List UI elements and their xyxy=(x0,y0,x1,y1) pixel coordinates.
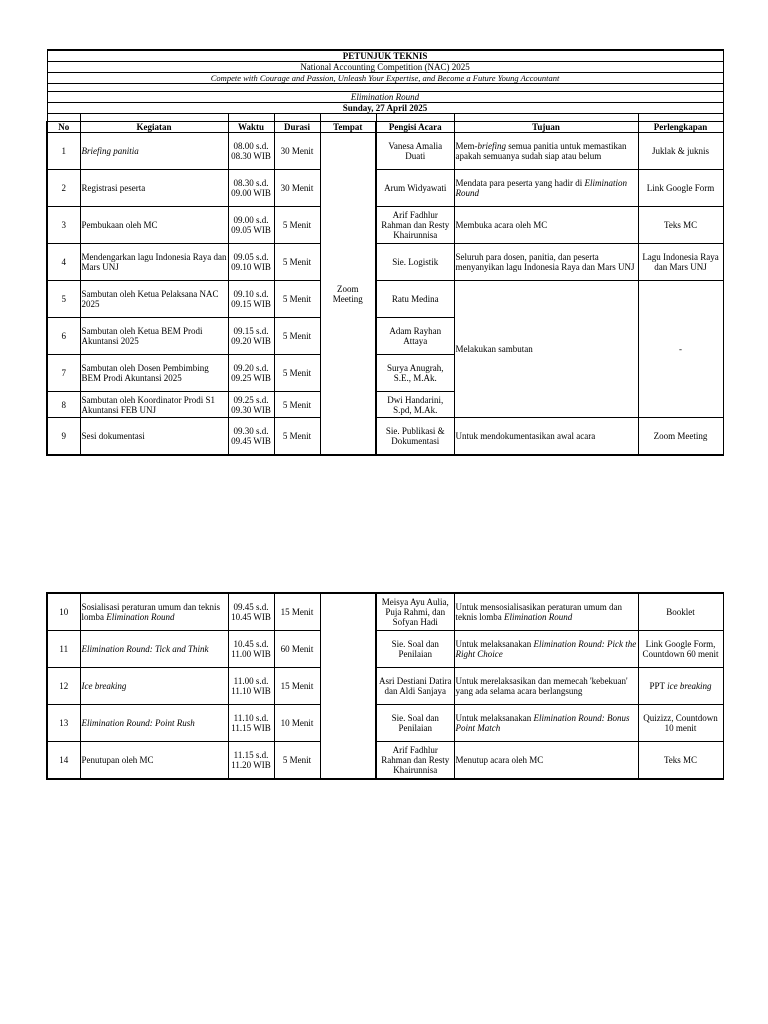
row-waktu: 09.15 s.d. 09.20 WIB xyxy=(228,318,274,355)
row-pengisi: Adam Rayhan Attaya xyxy=(376,318,454,355)
perlengkapan-text: Quizizz, Countdown 10 menit xyxy=(643,713,718,733)
spacer-cell xyxy=(228,114,274,122)
row-durasi: 5 Menit xyxy=(274,318,320,355)
col-header-durasi: Durasi xyxy=(274,122,320,133)
row-no: 6 xyxy=(47,318,80,355)
row-perlengkapan: Link Google Form xyxy=(638,170,723,207)
row-no: 10 xyxy=(47,593,80,631)
row-pengisi: Sie. Soal dan Penilaian xyxy=(376,631,454,668)
tujuan-text-italic: Elimination Round xyxy=(455,178,627,198)
spacer-cell xyxy=(320,114,376,122)
row-no: 11 xyxy=(47,631,80,668)
row-kegiatan: Sesi dokumentasi xyxy=(80,418,228,456)
row-kegiatan: Sambutan oleh Koordinator Prodi S1 Akuntansi FEB UNJ xyxy=(80,392,228,418)
tujuan-text: Mem- xyxy=(455,141,478,151)
row-waktu: 09.20 s.d. 09.25 WIB xyxy=(228,355,274,392)
row-durasi: 5 Menit xyxy=(274,418,320,456)
event-date: Sunday, 27 April 2025 xyxy=(47,103,723,114)
perlengkapan-text-italic: ice breaking xyxy=(667,681,712,691)
row-perlengkapan xyxy=(638,631,723,668)
row-no: 8 xyxy=(47,392,80,418)
spacer-cell xyxy=(47,114,80,122)
row-tujuan: Untuk mendokumentasikan awal acara xyxy=(454,418,638,456)
row-pengisi: Sie. Soal dan Penilaian xyxy=(376,705,454,742)
row-pengisi: Ratu Medina xyxy=(376,281,454,318)
row-kegiatan: Sambutan oleh Dosen Pembimbing BEM Prodi Akuntansi 2025 xyxy=(80,355,228,392)
row-no: 13 xyxy=(47,705,80,742)
row-waktu: 08.00 s.d. 08.30 WIB xyxy=(228,133,274,170)
row-kegiatan xyxy=(80,593,228,631)
row-kegiatan: Mendengarkan lagu Indonesia Raya dan Mars UNJ xyxy=(80,244,228,281)
row-kegiatan: Briefing panitia xyxy=(80,133,228,170)
row-kegiatan xyxy=(80,742,228,780)
row-pengisi: Sie. Logistik xyxy=(376,244,454,281)
row-durasi: 5 Menit xyxy=(274,207,320,244)
row-no: 1 xyxy=(47,133,80,170)
row-tujuan xyxy=(454,593,638,631)
row-perlengkapan: Zoom Meeting xyxy=(638,418,723,456)
table-row xyxy=(47,207,723,244)
col-header-no: No xyxy=(47,122,80,133)
row-durasi: 15 Menit xyxy=(274,593,320,631)
tujuan-text: Untuk mensosialisasikan peraturan umum dan teknis lomba xyxy=(455,602,622,622)
spacer-cell xyxy=(638,114,723,122)
row-kegiatan: Pembukaan oleh MC xyxy=(80,207,228,244)
row-kegiatan xyxy=(80,705,228,742)
spacer-row xyxy=(47,84,723,92)
row-waktu: 11.10 s.d. 11.15 WIB xyxy=(228,705,274,742)
row-durasi: 30 Menit xyxy=(274,170,320,207)
row-durasi: 5 Menit xyxy=(274,244,320,281)
spacer-cell xyxy=(274,114,320,122)
row-pengisi: Arif Fadhlur Rahman dan Resty Khairunnisa xyxy=(376,742,454,780)
row-pengisi: Surya Anugrah, S.E., M.Ak. xyxy=(376,355,454,392)
row-perlengkapan: Juklak & juknis xyxy=(638,133,723,170)
row-no: 7 xyxy=(47,355,80,392)
table-row xyxy=(47,418,723,456)
row-perlengkapan: Teks MC xyxy=(638,207,723,244)
row-durasi: 15 Menit xyxy=(274,668,320,705)
schedule-sheet-2 xyxy=(46,592,722,780)
table-row xyxy=(47,170,723,207)
row-durasi: 5 Menit xyxy=(274,392,320,418)
tempat-merged-cell: Zoom Meeting xyxy=(320,133,376,456)
table-row xyxy=(47,631,723,668)
event-tagline: Compete with Courage and Passion, Unleash Your Expertise, and Become a Future Young Accountant xyxy=(47,73,723,84)
row-no: 5 xyxy=(47,281,80,318)
row-perlengkapan: Lagu Indonesia Raya dan Mars UNJ xyxy=(638,244,723,281)
row-tujuan xyxy=(454,133,638,170)
row-no: 3 xyxy=(47,207,80,244)
row-durasi: 5 Menit xyxy=(274,742,320,780)
row-kegiatan xyxy=(80,668,228,705)
schedule-table-2 xyxy=(46,592,724,780)
column-header-row xyxy=(47,122,723,133)
row-no: 2 xyxy=(47,170,80,207)
row-pengisi: Vanesa Amalia Duati xyxy=(376,133,454,170)
row-no: 9 xyxy=(47,418,80,456)
event-name: National Accounting Competition (NAC) 2025 xyxy=(47,62,723,73)
kegiatan-text: Penutupan oleh MC xyxy=(81,755,154,765)
row-tujuan: Seluruh para dosen, panitia, dan peserta menyanyikan lagu Indonesia Raya dan Mars UNJ xyxy=(454,244,638,281)
row-no: 14 xyxy=(47,742,80,780)
tujuan-text: Untuk merelaksasikan dan memecah 'kebekuan' yang ada selama acara berlangsung xyxy=(455,676,628,696)
row-kegiatan xyxy=(80,631,228,668)
perlengkapan-text: Teks MC xyxy=(663,755,698,765)
table-row xyxy=(47,593,723,631)
kegiatan-text-italic: Elimination Round: Point Rush xyxy=(81,718,195,728)
row-pengisi: Asri Destiani Datira dan Aldi Sanjaya xyxy=(376,668,454,705)
round-name: Elimination Round xyxy=(47,92,723,103)
row-kegiatan: Sambutan oleh Ketua BEM Prodi Akuntansi 2025 xyxy=(80,318,228,355)
row-durasi: 10 Menit xyxy=(274,705,320,742)
row-tujuan xyxy=(454,705,638,742)
row-waktu: 11.15 s.d. 11.20 WIB xyxy=(228,742,274,780)
row-durasi: 5 Menit xyxy=(274,281,320,318)
row-tujuan xyxy=(454,170,638,207)
row-pengisi: Sie. Publikasi & Dokumentasi xyxy=(376,418,454,456)
tempat-empty-merged-cell xyxy=(320,593,376,779)
table-row xyxy=(47,705,723,742)
row-perlengkapan xyxy=(638,705,723,742)
tujuan-text: Untuk melaksanakan xyxy=(455,713,534,723)
col-header-pengisi: Pengisi Acara xyxy=(376,122,454,133)
doc-title: PETUNJUK TEKNIS xyxy=(47,50,723,62)
row-tujuan: Membuka acara oleh MC xyxy=(454,207,638,244)
tujuan-sambutan-merged: Melakukan sambutan xyxy=(454,281,638,418)
row-perlengkapan xyxy=(638,742,723,780)
tujuan-text: Untuk melaksanakan xyxy=(455,639,534,649)
row-pengisi: Dwi Handarini, S.pd, M.Ak. xyxy=(376,392,454,418)
perlengkapan-sambutan-merged: - xyxy=(638,281,723,418)
row-tujuan xyxy=(454,742,638,780)
tujuan-text-italic: briefing xyxy=(477,141,506,151)
col-header-perlengkapan: Perlengkapan xyxy=(638,122,723,133)
row-durasi: 60 Menit xyxy=(274,631,320,668)
table-row xyxy=(47,281,723,318)
spacer-cell xyxy=(454,114,638,122)
tujuan-text: semua panitia untuk memastikan apakah semuanya sudah siap atau belum xyxy=(455,141,627,161)
spacer-cell xyxy=(376,114,454,122)
tujuan-text: Mendata para peserta yang hadir di xyxy=(455,178,585,188)
spacer-cell xyxy=(80,114,228,122)
kegiatan-text-italic: Ice breaking xyxy=(81,681,127,691)
perlengkapan-text: Link Google Form, Countdown 60 menit xyxy=(642,639,719,659)
row-no: 12 xyxy=(47,668,80,705)
schedule-sheet-1 xyxy=(46,49,722,456)
row-waktu: 10.45 s.d. 11.00 WIB xyxy=(228,631,274,668)
row-waktu: 09.00 s.d. 09.05 WIB xyxy=(228,207,274,244)
row-no: 4 xyxy=(47,244,80,281)
col-header-tujuan: Tujuan xyxy=(454,122,638,133)
row-waktu: 09.10 s.d. 09.15 WIB xyxy=(228,281,274,318)
col-header-kegiatan: Kegiatan xyxy=(80,122,228,133)
row-tujuan xyxy=(454,631,638,668)
row-pengisi: Arum Widyawati xyxy=(376,170,454,207)
tujuan-text-italic: Elimination Round: Pick the Right Choice xyxy=(455,639,637,659)
row-durasi: 5 Menit xyxy=(274,355,320,392)
row-perlengkapan xyxy=(638,593,723,631)
row-waktu: 08.30 s.d. 09.00 WIB xyxy=(228,170,274,207)
schedule-table-1 xyxy=(46,49,724,456)
row-kegiatan: Sambutan oleh Ketua Pelaksana NAC 2025 xyxy=(80,281,228,318)
table-row xyxy=(47,244,723,281)
tujuan-text: Menutup acara oleh MC xyxy=(455,755,544,765)
col-header-waktu: Waktu xyxy=(228,122,274,133)
row-waktu: 09.45 s.d. 10.45 WIB xyxy=(228,593,274,631)
table-row xyxy=(47,133,723,170)
perlengkapan-text: Booklet xyxy=(666,607,695,617)
row-perlengkapan xyxy=(638,668,723,705)
kegiatan-text-italic: Elimination Round xyxy=(106,612,175,622)
table-row xyxy=(47,668,723,705)
tujuan-text-italic: Elimination Round xyxy=(504,612,573,622)
row-waktu: 11.00 s.d. 11.10 WIB xyxy=(228,668,274,705)
row-kegiatan: Registrasi peserta xyxy=(80,170,228,207)
row-waktu: 09.30 s.d. 09.45 WIB xyxy=(228,418,274,456)
kegiatan-text: Sosialisasi peraturan umum dan teknis lomba xyxy=(81,602,220,622)
kegiatan-text-italic: Elimination Round: Tick and Think xyxy=(81,644,209,654)
row-durasi: 30 Menit xyxy=(274,133,320,170)
row-pengisi: Meisya Ayu Aulia, Puja Rahmi, dan Sofyan Hadi xyxy=(376,593,454,631)
col-header-tempat: Tempat xyxy=(320,122,376,133)
perlengkapan-text: PPT xyxy=(649,681,668,691)
row-waktu: 09.05 s.d. 09.10 WIB xyxy=(228,244,274,281)
row-waktu: 09.25 s.d. 09.30 WIB xyxy=(228,392,274,418)
table-row xyxy=(47,742,723,780)
tujuan-text-italic: Elimination Round: Bonus Point Match xyxy=(455,713,630,733)
row-pengisi: Arif Fadhlur Rahman dan Resty Khairunnisa xyxy=(376,207,454,244)
row-tujuan xyxy=(454,668,638,705)
